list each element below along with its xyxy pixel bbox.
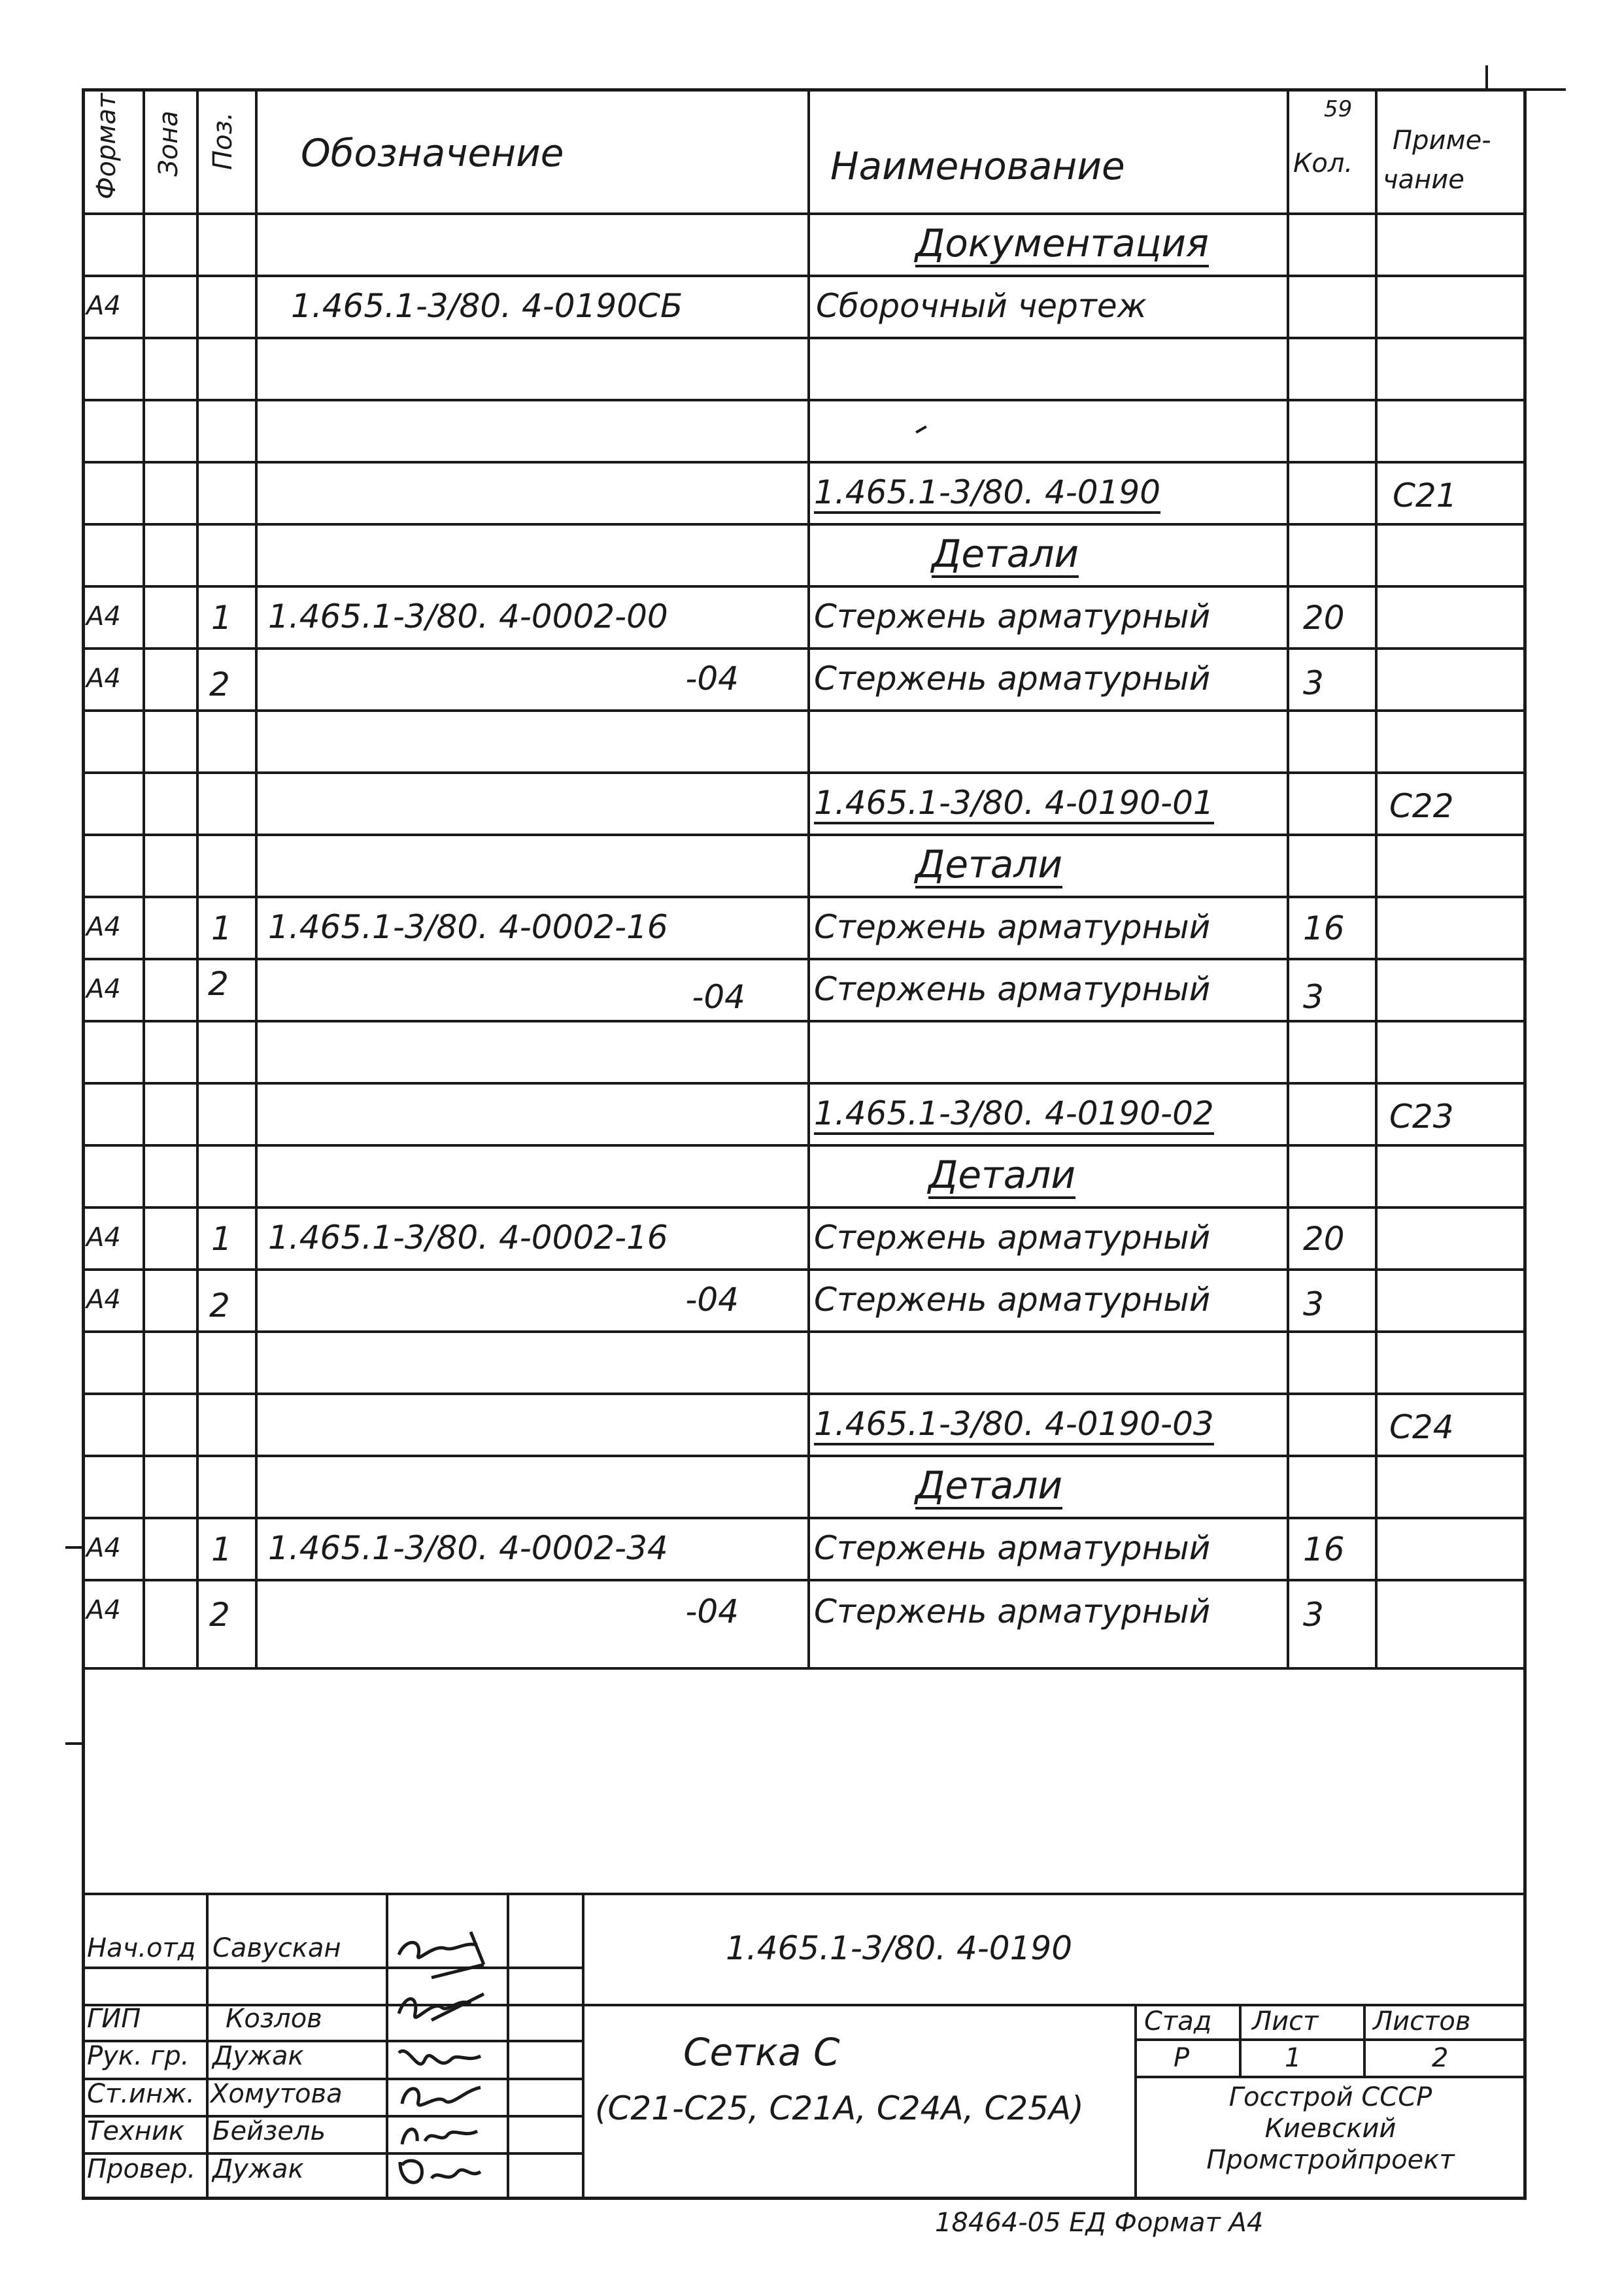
row-format: А4 [86, 291, 121, 321]
row-line [82, 1667, 1527, 1670]
row-line [82, 1206, 1527, 1209]
staff-role: Провер. [87, 2154, 196, 2184]
left-tick [65, 1546, 82, 1549]
org-line-3: Промстройпроект [1206, 2145, 1455, 2175]
footer-format: 18464-05 ЕД Формат А4 [935, 2208, 1264, 2238]
row-designation: 1.465.1-3/80. 4-0002-00 [268, 598, 668, 635]
header-format: Формат [92, 93, 122, 199]
row-line [82, 1393, 1527, 1395]
row-line [82, 896, 1527, 898]
row-designation: -04 [692, 978, 745, 1016]
header-line [82, 212, 1527, 215]
row-designation: 1.465.1-3/80. 4-0002-16 [268, 908, 668, 946]
row-designation: 1.465.1-3/80. 4-0190СБ [291, 287, 683, 325]
row-line [82, 1268, 1527, 1271]
row-line [82, 1082, 1527, 1085]
org-line-2: Киевский [1264, 2114, 1396, 2144]
row-line [82, 709, 1527, 712]
row-line [82, 585, 1527, 588]
header-designation: Обозначение [301, 131, 564, 175]
header-pos: Поз. [208, 112, 238, 170]
section-heading: Детали [932, 535, 1079, 578]
signature [392, 2152, 490, 2195]
staff-name: Дужак [212, 2154, 304, 2184]
row-format: А4 [86, 1533, 121, 1563]
staff-name: Козлов [226, 2004, 322, 2034]
row-pos: 2 [209, 666, 230, 703]
col-line-note [1375, 88, 1378, 1667]
row-pos: 1 [211, 1530, 232, 1568]
row-line [82, 958, 1527, 960]
section-heading: Детали [915, 845, 1062, 888]
row-qty: 3 [1303, 1596, 1324, 1634]
row-name: Стержень арматурный [814, 1281, 1211, 1319]
staff-name: Савускан [212, 1933, 341, 1963]
staff-role: Техник [87, 2116, 185, 2146]
row-qty: 16 [1303, 1530, 1345, 1568]
row-note: С23 [1389, 1098, 1454, 1136]
section-heading: Детали [928, 1156, 1075, 1199]
signature [392, 1919, 497, 1997]
row-name: Стержень арматурный [814, 1593, 1211, 1630]
row-designation: -04 [685, 1593, 739, 1630]
org-line-1: Госстрой СССР [1228, 2082, 1432, 2112]
row-line [82, 523, 1527, 526]
row-designation: -04 [685, 660, 739, 698]
tb-stage-left [1134, 2004, 1137, 2200]
signature [392, 2078, 490, 2117]
staff-name: Дужак [212, 2041, 304, 2071]
sheet-mark: 59 [1324, 96, 1353, 122]
row-format: А4 [86, 1595, 121, 1625]
row-qty: 3 [1303, 1285, 1324, 1323]
col-line-pos [196, 88, 199, 1667]
row-name: Стержень арматурный [814, 908, 1211, 946]
row-qty: 3 [1303, 664, 1324, 702]
col-line-zone [143, 88, 145, 1667]
sheet-value: 1 [1285, 2043, 1302, 2073]
row-name: Стержень арматурный [814, 598, 1211, 635]
row-line [82, 337, 1527, 339]
signature [392, 1987, 490, 2033]
header-zone: Зона [154, 110, 184, 177]
col-line-name [807, 88, 810, 1667]
row-qty: 16 [1303, 909, 1345, 947]
row-line [82, 1144, 1527, 1147]
title-block-top [82, 1893, 1527, 1895]
row-format: А4 [86, 912, 121, 942]
title-line-2: (С21-С25, С21А, С24А, С25А) [595, 2089, 1084, 2127]
tb-stage-line [1134, 2076, 1527, 2078]
section-heading: Детали [915, 1466, 1062, 1510]
row-pos: 2 [209, 1287, 230, 1325]
row-line [82, 834, 1527, 836]
row-qty: 20 [1303, 1220, 1345, 1258]
title-line-1: Сетка С [683, 2030, 840, 2074]
row-format: А4 [86, 601, 121, 632]
row-pos: 2 [209, 1596, 230, 1634]
row-format: А4 [86, 1285, 121, 1315]
staff-role: Рук. гр. [87, 2041, 190, 2071]
tb-row-line [82, 1967, 582, 1969]
row-format: А4 [86, 664, 121, 694]
stage-label: Стад [1144, 2006, 1212, 2036]
row-line [82, 399, 1527, 401]
row-line [82, 1579, 1527, 1581]
staff-name: Хомутова [211, 2079, 343, 2109]
row-qty: 3 [1303, 978, 1324, 1016]
assembly-designation: 1.465.1-3/80. 4-0190-03 [814, 1408, 1214, 1445]
row-qty: 20 [1303, 599, 1345, 637]
header-note-2: чание [1383, 165, 1464, 195]
row-pos: 1 [211, 599, 232, 637]
row-designation: 1.465.1-3/80. 4-0002-34 [268, 1529, 668, 1567]
col-line-designation [255, 88, 258, 1667]
tb-stage-line [1134, 2038, 1527, 2041]
row-line [82, 275, 1527, 277]
row-line [82, 1517, 1527, 1519]
assembly-designation: 1.465.1-3/80. 4-0190-02 [814, 1097, 1214, 1135]
row-line [82, 461, 1527, 464]
left-tick [65, 1742, 82, 1745]
row-note: С22 [1389, 787, 1454, 825]
row-note: С24 [1389, 1408, 1454, 1446]
row-name: Стержень арматурный [814, 1219, 1211, 1257]
section-heading: Документация [915, 224, 1209, 267]
row-name: Стержень арматурный [814, 1529, 1211, 1567]
document-code: 1.465.1-3/80. 4-0190 [726, 1929, 1073, 1967]
row-name: Стержень арматурный [814, 970, 1211, 1008]
row-line [82, 1330, 1527, 1333]
header-name: Наименование [830, 144, 1125, 188]
staff-name: Бейзель [212, 2116, 326, 2146]
header-note-1: Приме- [1393, 126, 1491, 156]
staff-role: Нач.отд [87, 1933, 196, 1963]
row-pos: 2 [208, 965, 229, 1003]
row-line [82, 647, 1527, 650]
row-format: А4 [86, 1223, 121, 1253]
staff-role: Ст.инж. [87, 2079, 195, 2109]
corner-tick [1485, 65, 1488, 88]
col-line-qty [1287, 88, 1289, 1667]
header-qty: Кол. [1293, 148, 1353, 178]
assembly-designation: 1.465.1-3/80. 4-0190-01 [814, 786, 1214, 824]
row-name: Стержень арматурный [814, 660, 1211, 698]
signature [392, 2040, 490, 2079]
staff-role: ГИП [87, 2004, 141, 2034]
row-designation: -04 [685, 1281, 739, 1319]
row-line [82, 1020, 1527, 1022]
row-name: Сборочный чертеж [816, 287, 1147, 325]
sheets-value: 2 [1432, 2043, 1449, 2073]
row-line [82, 771, 1527, 774]
stage-value: Р [1174, 2043, 1190, 2073]
row-line [82, 1455, 1527, 1457]
row-designation: 1.465.1-3/80. 4-0002-16 [268, 1219, 668, 1257]
signature [392, 2115, 490, 2154]
sheets-label: Листов [1373, 2006, 1471, 2036]
row-format: А4 [86, 974, 121, 1004]
row-note: С21 [1393, 477, 1457, 515]
top-border-extension [1527, 88, 1566, 91]
assembly-designation: 1.465.1-3/80. 4-0190 [814, 476, 1160, 514]
row-pos: 1 [211, 909, 232, 947]
tb-col-main [582, 1893, 584, 2200]
row-pos: 1 [211, 1220, 232, 1258]
sheet-label: Лист [1252, 2006, 1319, 2036]
